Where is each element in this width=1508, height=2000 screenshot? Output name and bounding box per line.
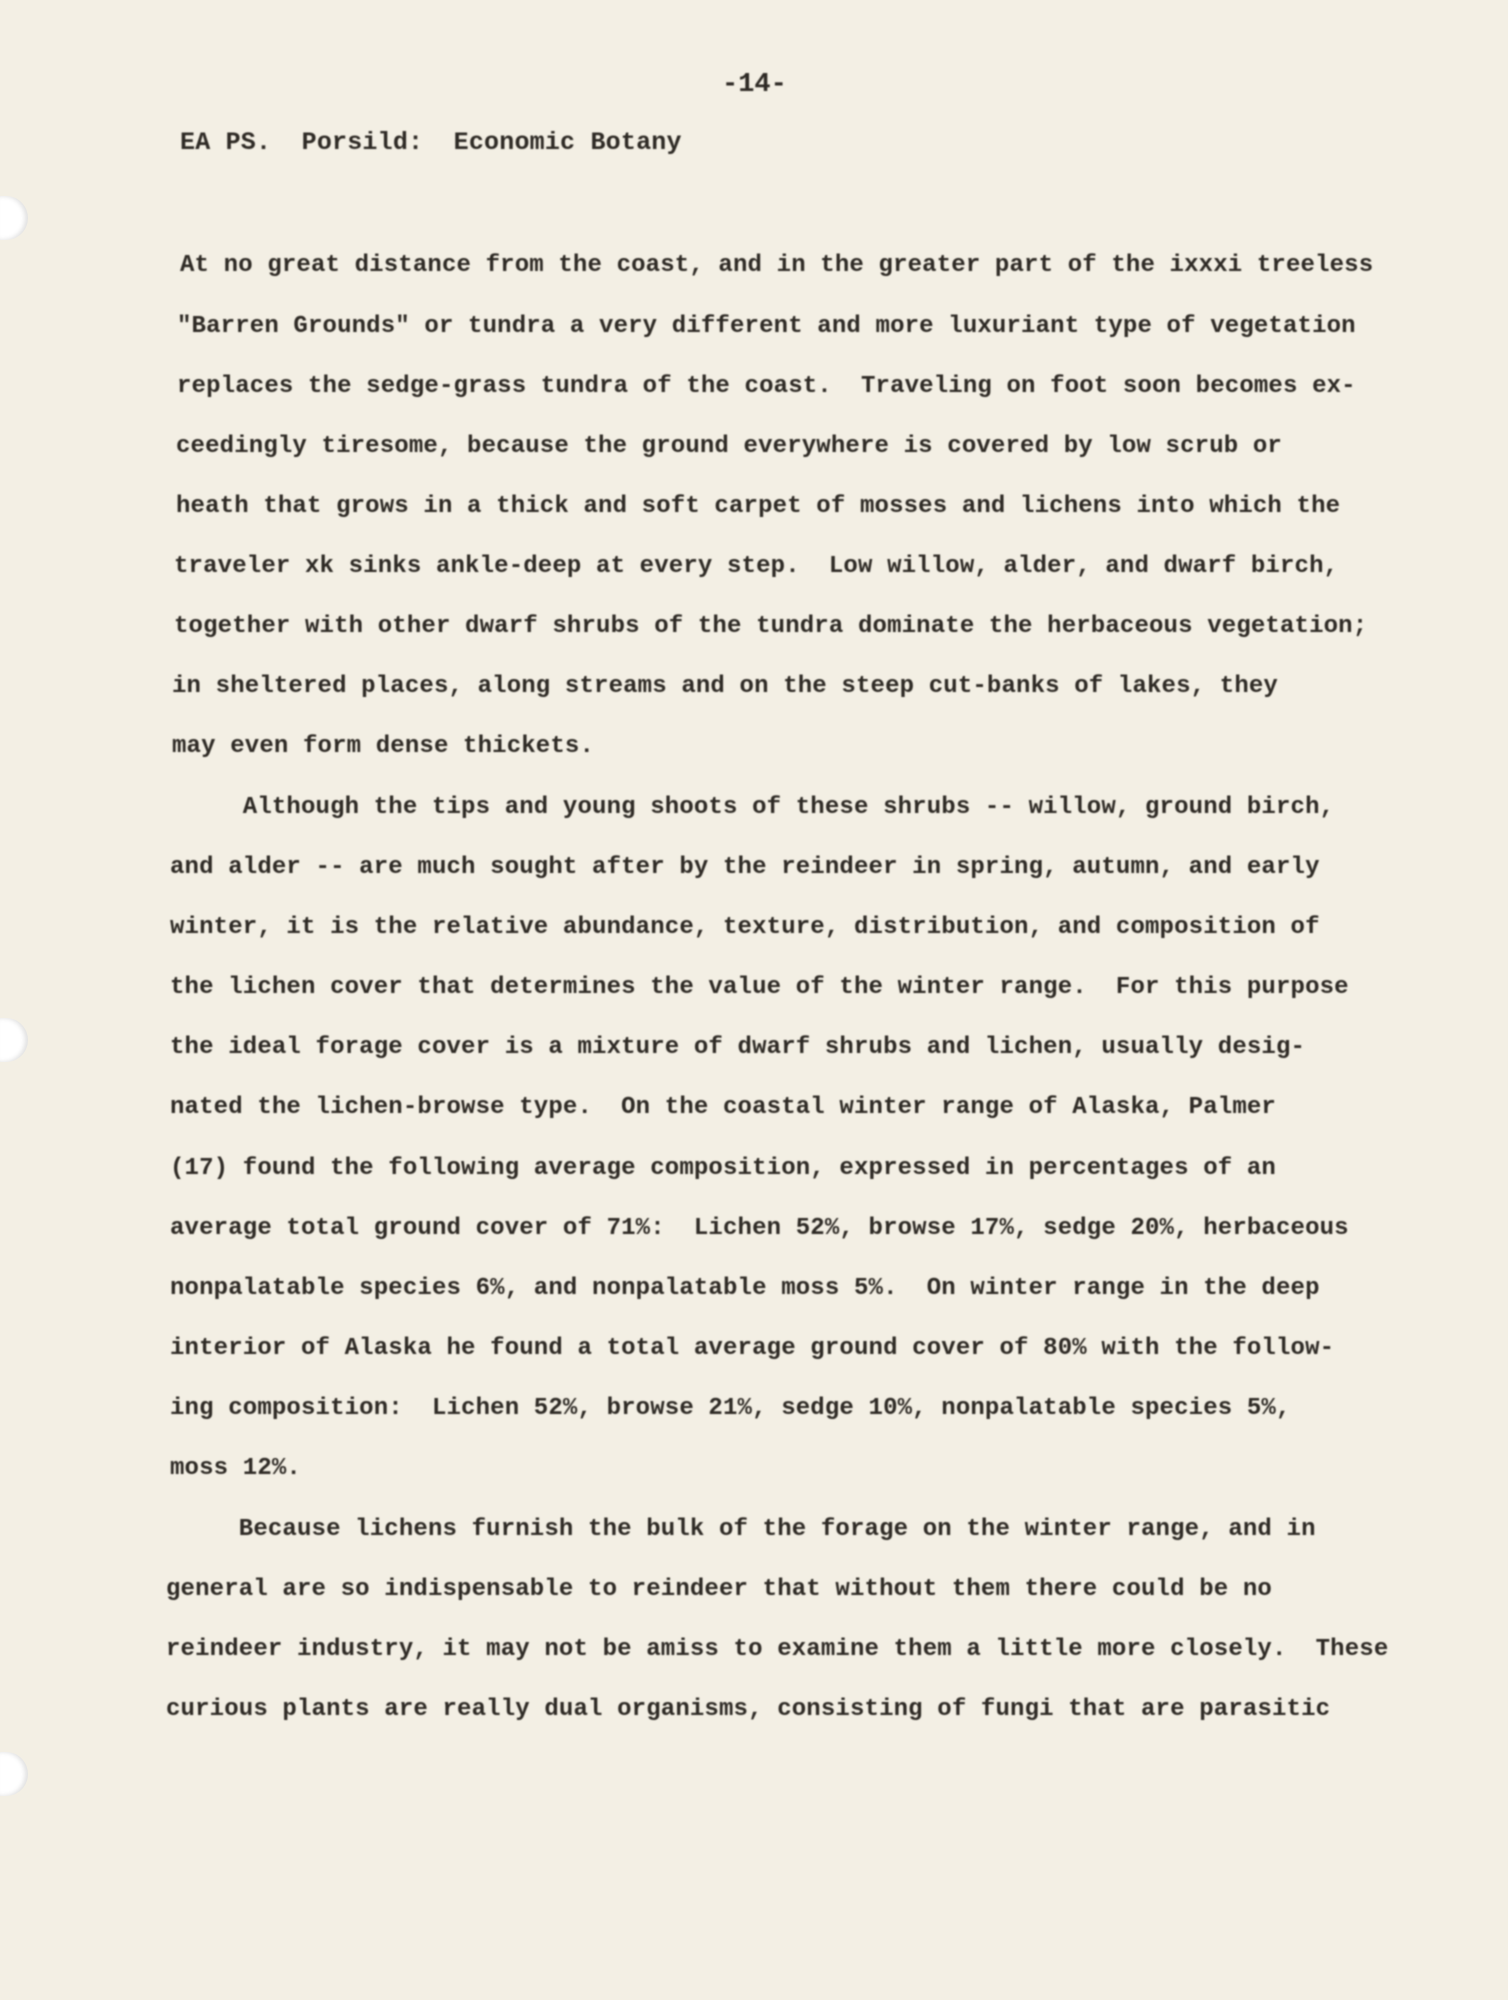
page-number: -14- xyxy=(722,70,787,100)
text-line: replaces the sedge-grass tundra of the coast. Traveling on foot soon becomes ex- xyxy=(177,373,1356,400)
text-line: average total ground cover of 71%: Lichen 52%, browse 17%, sedge 20%, herbaceous xyxy=(170,1215,1349,1242)
text-line: together with other dwarf shrubs of the tundra dominate the herbaceous vegetation; xyxy=(174,613,1368,640)
punch-hole xyxy=(0,196,28,240)
text-line: At no great distance from the coast, and in the greater part of the ixxxi treeless xyxy=(180,252,1374,279)
text-line: general are so indispensable to reindeer that without them there could be no xyxy=(166,1576,1272,1603)
text-line: the ideal forage cover is a mixture of dwarf shrubs and lichen, usually desig- xyxy=(170,1034,1306,1061)
text-line: ceedingly tiresome, because the ground everywhere is covered by low scrub or xyxy=(176,433,1282,460)
text-line: curious plants are really dual organisms, consisting of fungi that are parasitic xyxy=(166,1696,1331,1723)
text-line: moss 12%. xyxy=(170,1455,301,1482)
text-line: may even form dense thickets. xyxy=(172,733,595,760)
text-line: and alder -- are much sought after by the reindeer in spring, autumn, and early xyxy=(170,854,1320,881)
running-header: EA PS. Porsild: Economic Botany xyxy=(180,128,682,157)
text-line: winter, it is the relative abundance, texture, distribution, and composition of xyxy=(170,914,1320,941)
punch-hole xyxy=(0,1018,28,1062)
text-line: nated the lichen-browse type. On the coastal winter range of Alaska, Palmer xyxy=(170,1094,1276,1121)
text-line: (17) found the following average composition, expressed in percentages of an xyxy=(170,1155,1276,1182)
text-line: traveler xk sinks ankle-deep at every step. Low willow, alder, and dwarf birch, xyxy=(174,553,1339,580)
text-line: Although the tips and young shoots of these shrubs -- willow, ground birch, xyxy=(170,794,1335,821)
text-line: Because lichens furnish the bulk of the forage on the winter range, and in xyxy=(166,1516,1316,1543)
punch-hole xyxy=(0,1752,28,1796)
text-line: in sheltered places, along streams and on the steep cut-banks of lakes, they xyxy=(172,673,1278,700)
text-line: nonpalatable species 6%, and nonpalatable moss 5%. On winter range in the deep xyxy=(170,1275,1320,1302)
text-line: ing composition: Lichen 52%, browse 21%, sedge 10%, nonpalatable species 5%, xyxy=(170,1395,1291,1422)
text-line: heath that grows in a thick and soft carpet of mosses and lichens into which the xyxy=(176,493,1341,520)
text-line: interior of Alaska he found a total average ground cover of 80% with the follow- xyxy=(170,1335,1335,1362)
text-line: the lichen cover that determines the value of the winter range. For this purpose xyxy=(170,974,1349,1001)
text-line: "Barren Grounds" or tundra a very different and more luxuriant type of vegetation xyxy=(177,313,1356,340)
text-line: reindeer industry, it may not be amiss to examine them a little more closely. These xyxy=(166,1636,1389,1663)
